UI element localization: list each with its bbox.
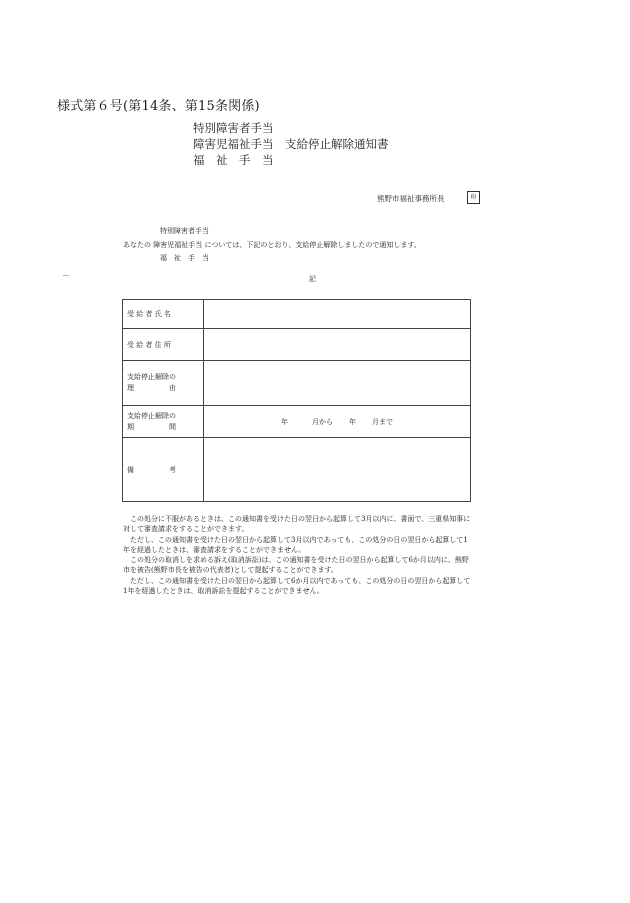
- note-4: ただし、この通知書を受けた日の翌日から起算して6か月以内であっても、この処分の日の翌日から起算して1年を経過したときは、取消訴訟を提起することができません。: [123, 576, 471, 596]
- period-label: [123, 406, 204, 438]
- allowance-types: [193, 120, 274, 168]
- note-3: この処分の取消しを求める訴え(取消訴訟)は、この通知書を受けた日の翌日から起算して6か月以内に、熊野市を被告(熊野市長を被告の代表者)として提起することができます。: [123, 556, 469, 575]
- dash-mark: －: [62, 271, 70, 280]
- recipient-name-label: 受 給 者 氏 名: [123, 300, 204, 329]
- intro-prefix: あなたの: [123, 241, 151, 249]
- remarks-field: [204, 438, 471, 502]
- table-row: [123, 361, 471, 406]
- period-from: 月から: [312, 417, 333, 426]
- allowance-type-2: 障害児福祉手当: [193, 137, 274, 151]
- remarks-label: 備 考: [123, 438, 204, 502]
- notes: [123, 514, 473, 596]
- recipient-address-label: 受 給 者 住 所: [123, 329, 204, 361]
- period-field: [204, 406, 471, 438]
- recipient-address-field: [204, 329, 471, 361]
- table-row: [123, 300, 471, 329]
- form-number: 様式第６号(第14条、第15条関係): [57, 99, 260, 114]
- intro-allowance-2: 障害児福祉手当: [153, 241, 203, 249]
- note-1: この処分に不服があるときは、この通知書を受けた日の翌日から起算して3月以内に、書面で、三重県知事に対して審査請求をすることができます。: [123, 515, 471, 534]
- notice-table: [122, 299, 471, 502]
- allowance-type-3: 福 祉 手 当: [193, 153, 274, 167]
- reason-label-line-2: 理 由: [127, 384, 176, 392]
- table-row: [123, 438, 471, 502]
- notice-title: 支給停止解除通知書: [285, 137, 389, 151]
- intro-allowance-1: 特別障害者手当: [160, 227, 209, 235]
- issuer: 熊野市福祉事務所長: [377, 194, 445, 203]
- ki-heading: 記: [309, 275, 316, 283]
- intro-line: [123, 240, 421, 250]
- period-label-line-1: 支給停止解除の: [127, 411, 176, 420]
- period-to: 月まで: [372, 417, 393, 426]
- allowance-type-1: 特別障害者手当: [193, 121, 274, 135]
- period-label-line-2: 期 間: [127, 422, 176, 431]
- reason-field: [204, 361, 471, 406]
- reason-label: [123, 361, 204, 406]
- note-2: ただし、この通知書を受けた日の翌日から起算して3月以内であっても、この処分の日の翌日から起算して1年を経過したときは、審査請求をすることができません。: [123, 535, 468, 554]
- reason-label-line-1: 支給停止解除の: [127, 373, 176, 381]
- recipient-name-field: [204, 300, 471, 329]
- intro-suffix: については、下記のとおり、支給停止解除しましたので通知します。: [204, 241, 421, 249]
- period-year-2: 年: [349, 417, 356, 426]
- intro-allowance-3: 福 祉 手 当: [160, 254, 209, 262]
- table-row: [123, 329, 471, 361]
- table-row: [123, 406, 471, 438]
- seal-box: 印: [467, 191, 480, 204]
- period-year-1: 年: [281, 417, 288, 426]
